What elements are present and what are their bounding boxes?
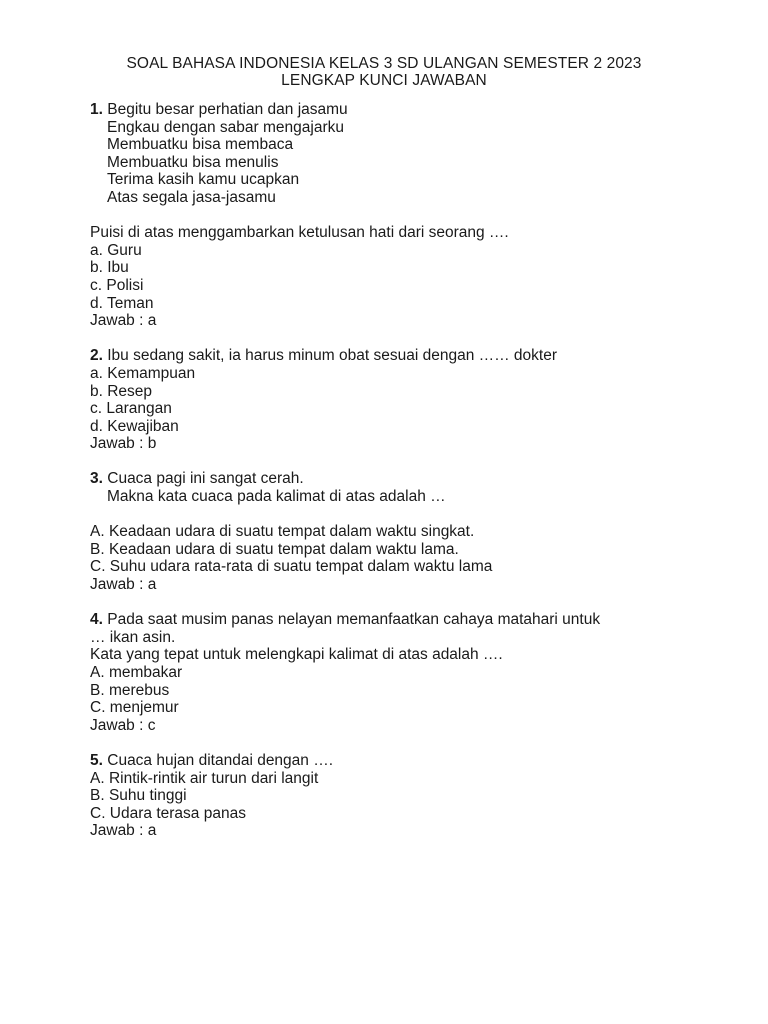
poem-line: Membuatku bisa menulis (107, 153, 279, 171)
poem-line: Atas segala jasa-jasamu (107, 188, 276, 206)
answer-key: Jawab : c (90, 716, 156, 734)
answer-option: c. Polisi (90, 276, 144, 294)
question-prompt: Puisi di atas menggambarkan ketulusan hati dari seorang …. (90, 224, 509, 242)
answer-option: C. menjemur (90, 699, 179, 717)
question-text: … ikan asin. (90, 628, 176, 646)
answer-option: A. Rintik-rintik air turun dari langit (90, 769, 319, 787)
question-list (90, 101, 690, 840)
answer-key: Jawab : a (90, 576, 157, 594)
answer-option: A. membakar (90, 664, 183, 681)
question-number: 4. (90, 611, 103, 629)
question-5 (90, 752, 690, 840)
poem-line: Begitu besar perhatian dan jasamu (107, 101, 348, 118)
question-text: Cuaca pagi ini sangat cerah. (107, 470, 304, 488)
answer-key: Jawab : a (90, 312, 157, 330)
answer-option: B. Keadaan udara di suatu tempat dalam waktu lama. (90, 540, 459, 558)
question-number: 2. (90, 347, 103, 365)
answer-option: b. Ibu (90, 259, 129, 277)
answer-option: d. Teman (90, 294, 154, 312)
question-text: Pada saat musim panas nelayan memanfaatkan cahaya matahari untuk (107, 611, 601, 629)
answer-option: C. Udara terasa panas (90, 804, 246, 822)
question-1 (90, 101, 690, 330)
document-title: SOAL BAHASA INDONESIA KELAS 3 SD ULANGAN SEMESTER 2 2023 (126, 55, 642, 72)
poem-line: Terima kasih kamu ucapkan (107, 171, 300, 189)
answer-option: B. merebus (90, 681, 170, 699)
answer-option: A. Keadaan udara di suatu tempat dalam waktu singkat. (90, 523, 475, 541)
question-text: Cuaca hujan ditandai dengan …. (107, 751, 334, 769)
document-subtitle: LENGKAP KUNCI JAWABAN (281, 72, 487, 89)
question-number: 3. (90, 470, 103, 488)
answer-option: d. Kewajiban (90, 417, 179, 435)
answer-option: b. Resep (90, 382, 153, 400)
question-text: Ibu sedang sakit, ia harus minum obat sesuai dengan …… dokter (107, 347, 558, 365)
answer-option: B. Suhu tinggi (90, 787, 187, 805)
question-prompt: Kata yang tepat untuk melengkapi kalimat di atas adalah …. (90, 646, 503, 664)
answer-key: Jawab : b (90, 435, 157, 453)
answer-key: Jawab : a (90, 822, 157, 840)
question-number: 5. (90, 751, 103, 769)
answer-option: a. Guru (90, 241, 142, 259)
answer-option: c. Larangan (90, 400, 172, 418)
question-3 (90, 470, 690, 593)
question-number: 1. (90, 101, 103, 118)
answer-option: a. Kemampuan (90, 364, 196, 382)
poem-line: Engkau dengan sabar mengajarku (107, 118, 344, 136)
question-text: Makna kata cuaca pada kalimat di atas adalah … (107, 488, 446, 506)
question-2 (90, 347, 690, 453)
answer-option: C. Suhu udara rata-rata di suatu tempat dalam waktu lama (90, 558, 493, 576)
poem-line: Membuatku bisa membaca (107, 136, 294, 154)
question-4 (90, 611, 690, 734)
